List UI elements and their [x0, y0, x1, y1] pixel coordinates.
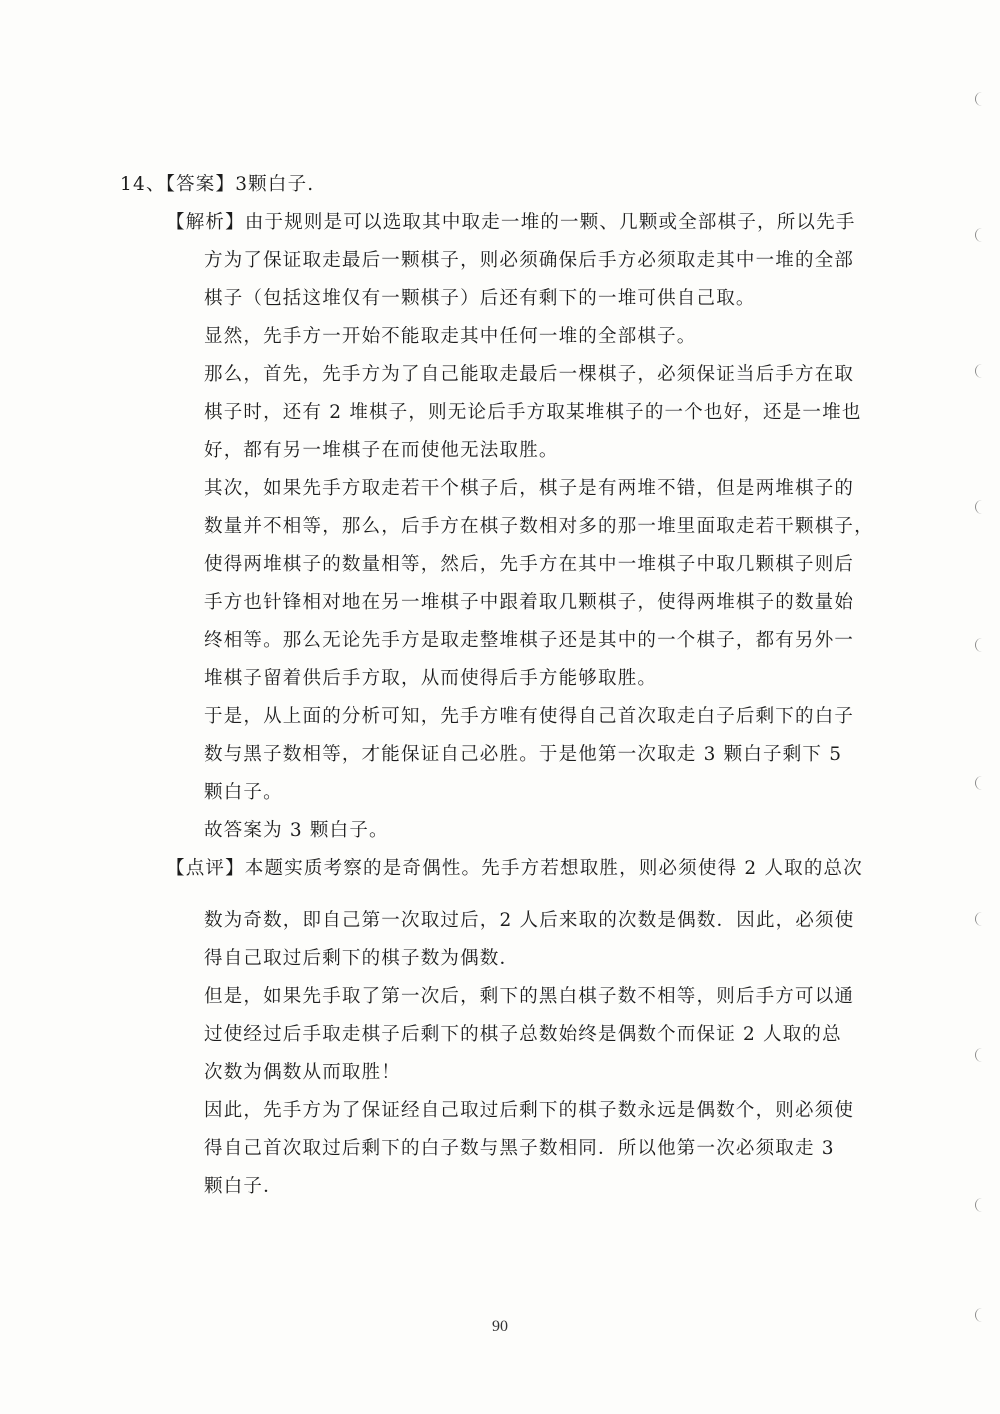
- analysis-text-line: 棋子时，还有 2 堆棋子，则无论后手方取某堆棋子的一个也好，还是一堆也: [204, 402, 862, 423]
- analysis-first-line: [120, 204, 856, 242]
- answer-line: [120, 166, 850, 204]
- binding-hole-mark: [975, 1048, 986, 1062]
- analysis-text-line: 棋子（包括这堆仅有一颗棋子）后还有剩下的一堆可供自己取。: [204, 288, 756, 309]
- comment-tag: 【点评】: [166, 858, 245, 879]
- binding-hole-mark: [975, 1198, 986, 1212]
- analysis-text-line: 方为了保证取走最后一颗棋子，则必须确保后手方必须取走其中一堆的全部: [204, 250, 855, 271]
- comment-text-line: 但是，如果先手取了第一次后，剩下的黑白棋子数不相等，则后手方可以通: [204, 986, 855, 1007]
- answer-text: 3颗白子.: [235, 174, 315, 195]
- analysis-text-line: 由于规则是可以选取其中取走一堆的一颗、几颗或全部棋子，所以先手: [244, 212, 856, 233]
- comment-text-line: 过使经过后手取走棋子后剩下的棋子总数始终是偶数个而保证 2 人取的总: [204, 1024, 842, 1045]
- analysis-tag: 【解析】: [166, 212, 245, 233]
- analysis-text-line: 其次，如果先手方取走若干个棋子后，棋子是有两堆不错，但是两堆棋子的: [204, 478, 855, 499]
- question-number: 14、: [120, 174, 166, 195]
- binding-holes: [962, 0, 986, 1414]
- comment-text-line: 得自己首次取过后剩下的白子数与黑子数相同．所以他第一次必须取走 3: [204, 1138, 835, 1159]
- analysis-text-line: 故答案为 3 颗白子。: [204, 820, 389, 841]
- comment-first-line: [120, 850, 863, 888]
- analysis-text-line: 堆棋子留着供后手方取，从而使得后手方能够取胜。: [204, 668, 658, 689]
- comment-text-line: 得自己取过后剩下的棋子数为偶数．: [204, 948, 520, 969]
- analysis-text-line: 那么，首先，先手方为了自己能取走最后一棵棋子，必须保证当后手方在取: [204, 364, 855, 385]
- analysis-text-line: 数与黑子数相等，才能保证自己必胜。于是他第一次取走 3 颗白子剩下 5: [204, 744, 843, 765]
- analysis-text-line: 好，都有另一堆棋子在而使他无法取胜。: [204, 440, 559, 461]
- analysis-text-line: 于是，从上面的分析可知，先手方唯有使得自己首次取走白子后剩下的白子: [204, 706, 855, 727]
- page-number: 90: [492, 1318, 508, 1335]
- binding-hole-mark: [975, 500, 986, 514]
- comment-text-line: 因此，先手方为了保证经自己取过后剩下的棋子数永远是偶数个，则必须使: [204, 1100, 855, 1121]
- comment-text-line: 本题实质考察的是奇偶性。先手方若想取胜，则必须使得 2 人取的总次: [244, 858, 863, 879]
- analysis-text-line: 使得两堆棋子的数量相等，然后，先手方在其中一堆棋子中取几颗棋子则后: [204, 554, 855, 575]
- comment-text-line: 次数为偶数从而取胜！: [204, 1062, 402, 1083]
- solution-content: [120, 166, 874, 1206]
- binding-hole-mark: [975, 228, 986, 242]
- analysis-text-line: 终相等。那么无论先手方是取走整堆棋子还是其中的一个棋子，都有另外一: [204, 630, 855, 651]
- paragraph-gap: [120, 888, 850, 902]
- analysis-text-line: 手方也针锋相对地在另一堆棋子中跟着取几颗棋子，使得两堆棋子的数量始: [204, 592, 855, 613]
- comment-text-line: 颗白子．: [204, 1176, 283, 1197]
- binding-hole-mark: [975, 776, 986, 790]
- comment-text-line: 数为奇数，即自己第一次取过后，2 人后来取的次数是偶数．因此，必须使: [204, 910, 855, 931]
- binding-hole-mark: [975, 638, 986, 652]
- analysis-text-line: 数量并不相等，那么，后手方在棋子数相对多的那一堆里面取走若干颗棋子，: [204, 516, 874, 537]
- binding-hole-mark: [975, 912, 986, 926]
- analysis-text-line: 颗白子。: [204, 782, 283, 803]
- answer-tag: 【答案】: [165, 174, 236, 195]
- binding-hole-mark: [975, 92, 986, 106]
- analysis-text-line: 显然，先手方一开始不能取走其中任何一堆的全部棋子。: [204, 326, 697, 347]
- binding-hole-mark: [975, 364, 986, 378]
